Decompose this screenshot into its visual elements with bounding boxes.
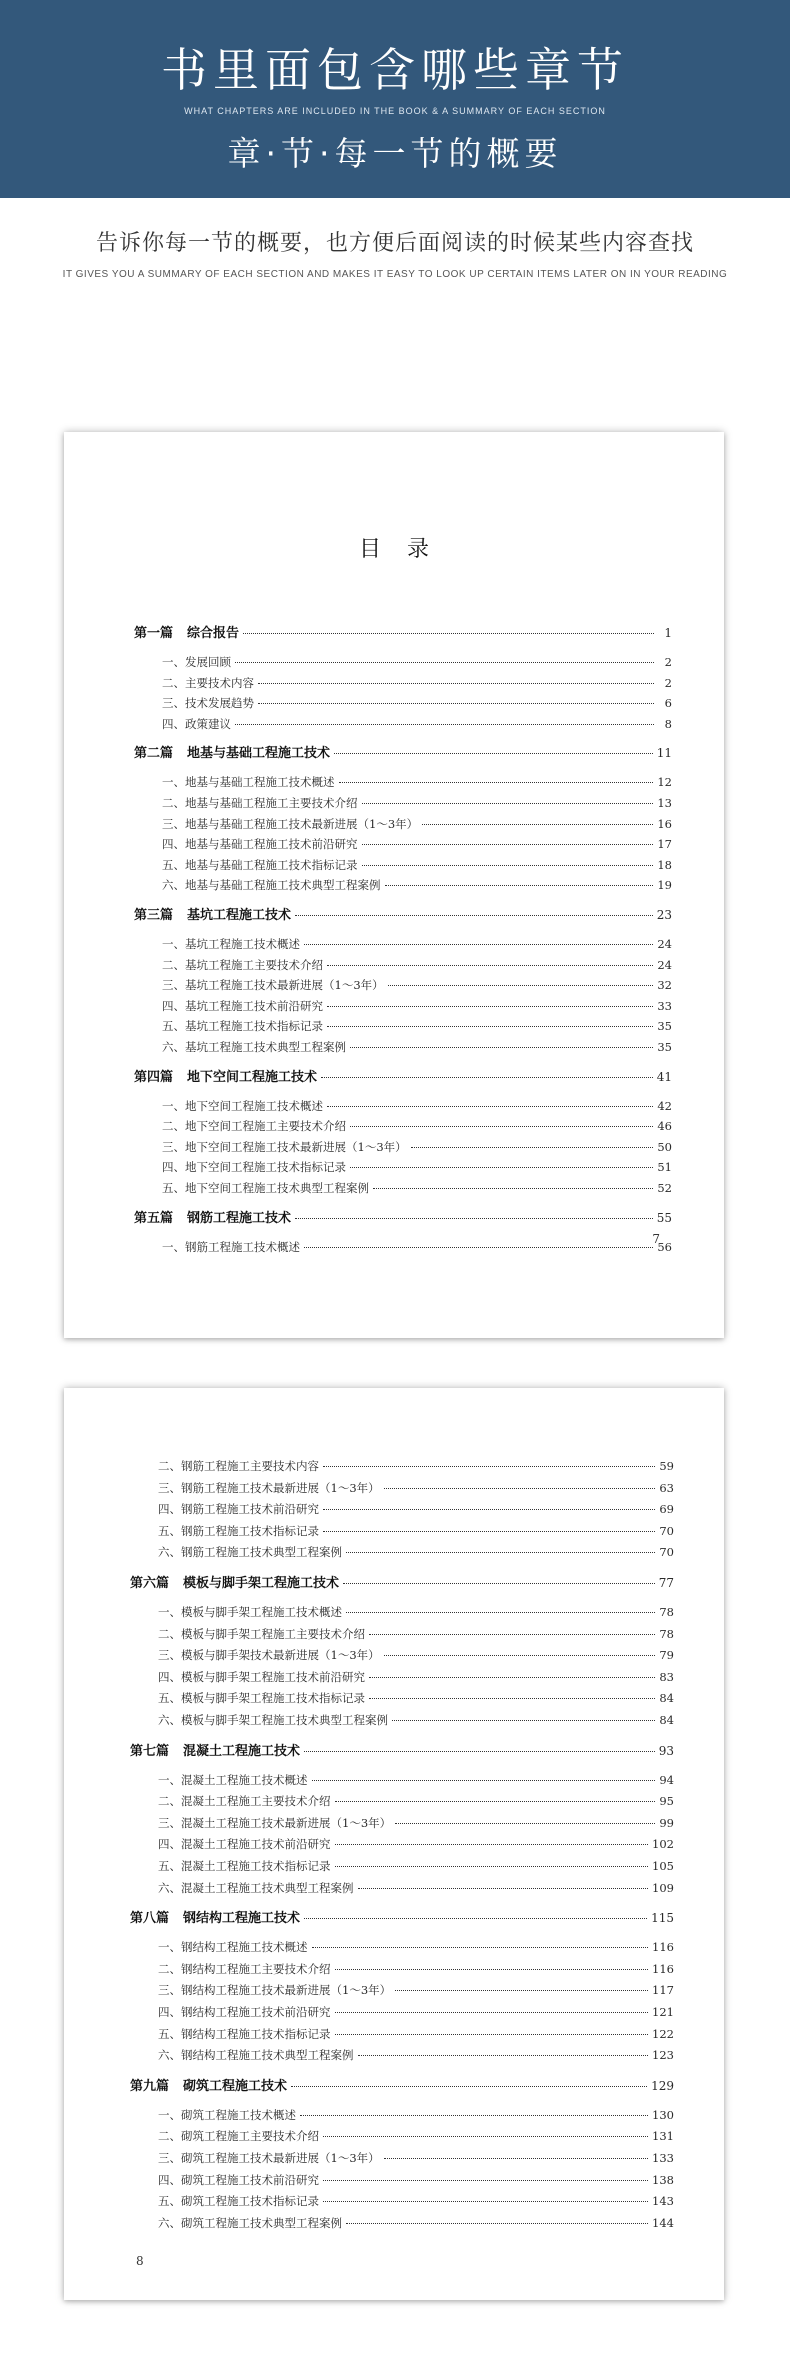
banner-subtitle-cn: 章·节·每一节的概要 bbox=[227, 134, 563, 173]
dot-leader bbox=[258, 703, 654, 704]
section-title: 五、混凝土工程施工技术指标记录 bbox=[158, 1859, 331, 1873]
page-ref: 130 bbox=[652, 2107, 674, 2122]
toc-section-entry bbox=[162, 857, 672, 873]
dot-leader bbox=[362, 844, 654, 845]
section-title: 四、砌筑工程施工技术前沿研究 bbox=[158, 2172, 319, 2187]
part-title bbox=[130, 1572, 339, 1591]
section-title: 三、技术发展趋势 bbox=[162, 696, 254, 711]
page-ref: 94 bbox=[659, 1772, 674, 1787]
dot-leader bbox=[295, 915, 653, 916]
dot-leader bbox=[339, 782, 654, 783]
dot-leader bbox=[327, 1106, 653, 1107]
dot-leader bbox=[411, 1147, 654, 1148]
page-ref: 51 bbox=[657, 1160, 672, 1175]
toc-section-entry bbox=[162, 1159, 672, 1175]
page-ref: 116 bbox=[652, 1961, 674, 1976]
page-ref: 84 bbox=[659, 1713, 674, 1727]
toc-section-entry bbox=[162, 795, 672, 811]
section-title: 二、模板与脚手架工程施工主要技术介绍 bbox=[158, 1626, 365, 1641]
page-ref: 46 bbox=[657, 1119, 672, 1134]
page-ref: 121 bbox=[652, 2005, 674, 2019]
page-ref: 8 bbox=[664, 716, 672, 731]
section-title: 五、砌筑工程施工技术指标记录 bbox=[158, 2194, 319, 2209]
dot-leader bbox=[388, 985, 654, 986]
toc-section-entry bbox=[162, 816, 672, 832]
section-title: 三、模板与脚手架技术最新进展（1～3年） bbox=[158, 1648, 380, 1663]
page-ref: 33 bbox=[657, 998, 672, 1013]
toc-section-entry bbox=[158, 1458, 674, 1474]
dot-leader bbox=[321, 1077, 653, 1078]
dot-leader bbox=[327, 965, 653, 966]
dot-leader bbox=[295, 1218, 653, 1219]
page-ref: 83 bbox=[659, 1669, 674, 1684]
dot-leader bbox=[369, 1634, 655, 1635]
page-ref: 32 bbox=[657, 978, 672, 993]
page-ref: 109 bbox=[652, 1880, 674, 1895]
dot-leader bbox=[312, 1947, 649, 1948]
toc-section-entry bbox=[158, 1880, 674, 1896]
dot-leader bbox=[350, 1126, 653, 1127]
toc-section-entry bbox=[158, 1501, 674, 1517]
part-number: 第九篇 bbox=[130, 2078, 170, 2094]
toc-section-entry bbox=[158, 1647, 674, 1663]
part-number: 第四篇 bbox=[134, 1069, 174, 1085]
dot-leader bbox=[369, 1698, 655, 1699]
toc-part-entry bbox=[130, 2075, 674, 2094]
page-ref: 84 bbox=[659, 1691, 674, 1706]
part-number: 第二篇 bbox=[134, 746, 174, 762]
toc-section-entry bbox=[158, 1815, 674, 1831]
toc-section-entry bbox=[162, 1039, 672, 1055]
page-ref: 56 bbox=[657, 1239, 672, 1254]
section-title: 六、钢结构工程施工技术典型工程案例 bbox=[158, 2048, 354, 2063]
page-ref: 70 bbox=[659, 1523, 674, 1538]
page-ref: 23 bbox=[656, 908, 672, 922]
toc-section-entry bbox=[162, 1239, 672, 1255]
toc-section-entry bbox=[158, 2026, 674, 2042]
dot-leader bbox=[373, 1188, 653, 1189]
toc-section-entry bbox=[162, 654, 672, 670]
banner-title: 书里面包含哪些章节 bbox=[161, 43, 629, 97]
part-name: 模板与脚手架工程施工技术 bbox=[183, 1576, 340, 1591]
toc-part-entry bbox=[130, 1907, 674, 1926]
page-ref: 133 bbox=[652, 2151, 674, 2165]
page-ref: 123 bbox=[652, 2048, 674, 2063]
section-title: 四、政策建议 bbox=[162, 716, 231, 731]
dot-leader bbox=[323, 1466, 655, 1467]
part-number: 第六篇 bbox=[130, 1576, 170, 1591]
banner-subtitle-en: WHAT CHAPTERS ARE INCLUDED IN THE BOOK & A SUMMARY OF EACH SECTION bbox=[184, 106, 606, 116]
toc-section-entry bbox=[158, 2215, 674, 2231]
section-title: 二、钢结构工程施工主要技术介绍 bbox=[158, 1961, 331, 1976]
dot-leader bbox=[358, 2055, 649, 2056]
part-title bbox=[130, 1740, 300, 1759]
dot-leader bbox=[346, 1612, 655, 1613]
dot-leader bbox=[350, 1047, 653, 1048]
dot-leader bbox=[362, 865, 654, 866]
section-title: 二、地下空间工程施工主要技术介绍 bbox=[162, 1119, 346, 1134]
toc-section-entry bbox=[158, 1480, 674, 1496]
toc-section-entry bbox=[162, 998, 672, 1014]
toc-part-entry bbox=[130, 1740, 674, 1759]
section-title: 五、钢筋工程施工技术指标记录 bbox=[158, 1523, 319, 1538]
part-title bbox=[134, 622, 239, 641]
section-title: 三、地基与基础工程施工技术最新进展（1～3年） bbox=[162, 816, 419, 831]
page-ref: 35 bbox=[657, 1019, 672, 1034]
toc-section-entry bbox=[158, 1669, 674, 1685]
page-ref: 115 bbox=[651, 1911, 674, 1926]
toc-section-entry bbox=[158, 1982, 674, 1998]
toc-section-entry bbox=[158, 1712, 674, 1728]
part-name: 砌筑工程施工技术 bbox=[183, 2078, 288, 2094]
dot-leader bbox=[300, 2115, 648, 2116]
page-ref: 116 bbox=[652, 1940, 674, 1955]
section-title: 六、砌筑工程施工技术典型工程案例 bbox=[158, 2215, 342, 2230]
page-ref: 17 bbox=[657, 837, 672, 852]
toc-section-entry bbox=[162, 1180, 672, 1196]
page-ref: 50 bbox=[657, 1139, 672, 1154]
toc-section-entry bbox=[158, 1772, 674, 1788]
toc-section-entry bbox=[158, 2128, 674, 2144]
toc-section-entry bbox=[162, 695, 672, 711]
section-title: 四、基坑工程施工技术前沿研究 bbox=[162, 998, 323, 1013]
dot-leader bbox=[346, 2223, 648, 2224]
toc-section-entry bbox=[162, 675, 672, 691]
section-title: 一、钢筋工程施工技术概述 bbox=[162, 1239, 300, 1254]
toc-section-entry bbox=[158, 2004, 674, 2020]
toc-section-entry bbox=[162, 1118, 672, 1134]
dot-leader bbox=[323, 2180, 648, 2181]
section-title: 五、基坑工程施工技术指标记录 bbox=[162, 1019, 323, 1034]
section-title: 五、地下空间工程施工技术典型工程案例 bbox=[162, 1181, 369, 1195]
page-ref: 138 bbox=[652, 2172, 674, 2187]
page-ref: 16 bbox=[657, 816, 672, 831]
section-title: 一、地基与基础工程施工技术概述 bbox=[162, 775, 335, 790]
section-title: 一、混凝土工程施工技术概述 bbox=[158, 1772, 308, 1787]
toc-part-entry bbox=[134, 622, 672, 641]
section-title: 四、混凝土工程施工技术前沿研究 bbox=[158, 1837, 331, 1852]
section-title: 三、钢筋工程施工技术最新进展（1～3年） bbox=[158, 1480, 380, 1495]
part-number: 第八篇 bbox=[130, 1911, 170, 1927]
part-name: 混凝土工程施工技术 bbox=[183, 1743, 301, 1759]
part-name: 综合报告 bbox=[187, 626, 240, 641]
page-ref: 52 bbox=[657, 1181, 672, 1195]
toc-section-entry bbox=[162, 1139, 672, 1155]
dot-leader bbox=[422, 824, 653, 825]
page-number: 7 bbox=[652, 1232, 660, 1246]
dot-leader bbox=[335, 2034, 649, 2035]
page-ref: 24 bbox=[657, 957, 672, 972]
page-ref: 11 bbox=[656, 746, 672, 761]
page-ref: 6 bbox=[664, 696, 672, 711]
page-ref: 93 bbox=[658, 1743, 674, 1758]
page-ref: 143 bbox=[652, 2194, 674, 2209]
toc-section-entry bbox=[162, 716, 672, 732]
dot-leader bbox=[312, 1780, 656, 1781]
toc-part-entry bbox=[134, 742, 672, 761]
section-title: 一、钢结构工程施工技术概述 bbox=[158, 1940, 308, 1955]
page-ref: 102 bbox=[652, 1837, 674, 1852]
dot-leader bbox=[304, 1247, 653, 1248]
dot-leader bbox=[235, 724, 654, 725]
section-title: 五、模板与脚手架工程施工技术指标记录 bbox=[158, 1691, 365, 1706]
section-title: 四、钢筋工程施工技术前沿研究 bbox=[158, 1502, 319, 1517]
page-ref: 69 bbox=[659, 1502, 674, 1517]
page-ref: 41 bbox=[656, 1069, 672, 1084]
part-title bbox=[134, 904, 291, 923]
section-title: 四、地下空间工程施工技术指标记录 bbox=[162, 1160, 346, 1175]
page-ref: 79 bbox=[659, 1648, 674, 1663]
toc-section-entry bbox=[162, 936, 672, 952]
toc-section-entry bbox=[158, 2172, 674, 2188]
page-ref: 78 bbox=[659, 1626, 674, 1641]
page-ref: 1 bbox=[664, 626, 672, 640]
toc-part-entry bbox=[134, 904, 672, 923]
dot-leader bbox=[343, 1583, 655, 1584]
dot-leader bbox=[358, 1888, 649, 1889]
section-title: 三、砌筑工程施工技术最新进展（1～3年） bbox=[158, 2151, 380, 2165]
toc-section-entry bbox=[158, 1939, 674, 1955]
toc-section-entry bbox=[158, 1604, 674, 1620]
page-ref: 18 bbox=[657, 857, 672, 872]
dot-leader bbox=[258, 683, 654, 684]
dot-leader bbox=[395, 1823, 655, 1824]
page-ref: 13 bbox=[657, 796, 672, 810]
part-name: 钢筋工程施工技术 bbox=[187, 1210, 292, 1226]
dot-leader bbox=[335, 2012, 649, 2013]
toc-section-entry bbox=[158, 2047, 674, 2063]
dot-leader bbox=[346, 1552, 655, 1553]
toc-section-entry bbox=[158, 1836, 674, 1852]
section-title: 二、地基与基础工程施工主要技术介绍 bbox=[162, 796, 358, 810]
toc-section-entry bbox=[158, 2107, 674, 2123]
dot-leader bbox=[304, 1918, 647, 1919]
section-title: 三、基坑工程施工技术最新进展（1～3年） bbox=[162, 978, 384, 993]
dot-leader bbox=[304, 1751, 655, 1752]
toc-page-8 bbox=[64, 1388, 724, 2300]
dot-leader bbox=[323, 2136, 648, 2137]
dot-leader bbox=[323, 1531, 655, 1532]
part-title bbox=[130, 2075, 287, 2094]
section-title: 四、地基与基础工程施工技术前沿研究 bbox=[162, 837, 358, 852]
dot-leader bbox=[323, 2201, 648, 2202]
section-title: 一、模板与脚手架工程施工技术概述 bbox=[158, 1605, 342, 1619]
part-number: 第一篇 bbox=[134, 626, 174, 641]
toc-section-entry bbox=[162, 877, 672, 893]
page-ref: 95 bbox=[659, 1794, 674, 1809]
toc-section-entry bbox=[158, 1961, 674, 1977]
page-number: 8 bbox=[136, 2254, 144, 2268]
section-title: 六、基坑工程施工技术典型工程案例 bbox=[162, 1040, 346, 1054]
part-name: 钢结构工程施工技术 bbox=[183, 1911, 301, 1927]
section-title: 六、地基与基础工程施工技术典型工程案例 bbox=[162, 878, 381, 893]
dot-leader bbox=[369, 1677, 655, 1678]
toc-section-entry bbox=[162, 1098, 672, 1114]
toc-section-entry bbox=[158, 1544, 674, 1560]
section-title: 二、砌筑工程施工主要技术介绍 bbox=[158, 2129, 319, 2144]
page-ref: 129 bbox=[651, 2078, 674, 2093]
dot-leader bbox=[384, 1655, 656, 1656]
dot-leader bbox=[335, 1969, 649, 1970]
toc-heading: 目录 bbox=[358, 537, 455, 562]
dot-leader bbox=[335, 1866, 649, 1867]
dot-leader bbox=[362, 803, 654, 804]
toc-section-entry bbox=[158, 1793, 674, 1809]
section-title: 三、混凝土工程施工技术最新进展（1～3年） bbox=[158, 1815, 392, 1830]
dot-leader bbox=[384, 1488, 656, 1489]
page-ref: 144 bbox=[652, 2215, 674, 2230]
dot-leader bbox=[395, 1990, 648, 1991]
dot-leader bbox=[335, 1801, 656, 1802]
page-ref: 63 bbox=[659, 1480, 674, 1495]
toc-section-entry bbox=[162, 774, 672, 790]
dot-leader bbox=[235, 662, 654, 663]
page-ref: 19 bbox=[657, 878, 672, 893]
toc-section-entry bbox=[158, 2193, 674, 2209]
section-title: 一、发展回顾 bbox=[162, 655, 231, 669]
page-ref: 24 bbox=[657, 937, 672, 951]
section-title: 四、模板与脚手架工程施工技术前沿研究 bbox=[158, 1669, 365, 1684]
section-title: 二、基坑工程施工主要技术介绍 bbox=[162, 957, 323, 972]
part-title bbox=[134, 742, 330, 761]
page-ref: 35 bbox=[657, 1040, 672, 1054]
section-title: 二、钢筋工程施工主要技术内容 bbox=[158, 1459, 319, 1473]
header-banner bbox=[0, 0, 790, 198]
section-title: 一、基坑工程施工技术概述 bbox=[162, 937, 300, 951]
toc-section-entry bbox=[162, 836, 672, 852]
page-ref: 2 bbox=[664, 675, 672, 690]
toc-part-entry bbox=[130, 1572, 674, 1591]
page-ref: 105 bbox=[652, 1859, 674, 1873]
page-ref: 70 bbox=[659, 1545, 674, 1560]
toc-section-entry bbox=[158, 1523, 674, 1539]
toc-section-entry bbox=[158, 1626, 674, 1642]
part-title bbox=[134, 1066, 317, 1085]
section-title: 六、混凝土工程施工技术典型工程案例 bbox=[158, 1880, 354, 1895]
page-ref: 55 bbox=[656, 1210, 672, 1225]
toc-part-entry bbox=[134, 1207, 672, 1226]
dot-leader bbox=[335, 1844, 649, 1845]
intro-text-cn: 告诉你每一节的概要，也方便后面阅读的时候某些内容查找 bbox=[95, 231, 694, 256]
part-name: 地基与基础工程施工技术 bbox=[187, 746, 331, 762]
toc-page-7 bbox=[64, 432, 724, 1338]
part-name: 地下空间工程施工技术 bbox=[187, 1069, 318, 1085]
dot-leader bbox=[327, 1006, 653, 1007]
part-title bbox=[130, 1907, 300, 1926]
toc-section-entry bbox=[162, 977, 672, 993]
section-title: 五、地基与基础工程施工技术指标记录 bbox=[162, 857, 358, 872]
toc-section-entry bbox=[158, 2150, 674, 2166]
page-ref: 12 bbox=[657, 775, 672, 790]
page-ref: 78 bbox=[659, 1605, 674, 1619]
page-ref: 131 bbox=[652, 2129, 674, 2144]
toc-section-entry bbox=[162, 1018, 672, 1034]
dot-leader bbox=[384, 2158, 648, 2159]
section-title: 一、地下空间工程施工技术概述 bbox=[162, 1098, 323, 1113]
toc-part-entry bbox=[134, 1066, 672, 1085]
dot-leader bbox=[304, 944, 653, 945]
toc-section-entry bbox=[158, 1690, 674, 1706]
section-title: 三、地下空间工程施工技术最新进展（1～3年） bbox=[162, 1139, 407, 1154]
section-title: 六、钢筋工程施工技术典型工程案例 bbox=[158, 1545, 342, 1560]
part-number: 第三篇 bbox=[134, 908, 174, 923]
section-title: 四、钢结构工程施工技术前沿研究 bbox=[158, 2005, 331, 2019]
section-title: 二、混凝土工程施工主要技术介绍 bbox=[158, 1794, 331, 1809]
dot-leader bbox=[334, 753, 653, 754]
part-number: 第七篇 bbox=[130, 1743, 170, 1759]
part-name: 基坑工程施工技术 bbox=[187, 908, 292, 923]
dot-leader bbox=[385, 885, 654, 886]
page-ref: 117 bbox=[652, 1983, 674, 1998]
dot-leader bbox=[291, 2086, 647, 2087]
toc-section-entry bbox=[162, 957, 672, 973]
section-title: 二、主要技术内容 bbox=[162, 675, 254, 690]
section-title: 三、钢结构工程施工技术最新进展（1～3年） bbox=[158, 1983, 392, 1998]
part-number: 第五篇 bbox=[134, 1210, 174, 1226]
dot-leader bbox=[327, 1026, 653, 1027]
section-title: 一、砌筑工程施工技术概述 bbox=[158, 2107, 296, 2122]
page-ref: 77 bbox=[658, 1576, 674, 1590]
page-ref: 42 bbox=[657, 1098, 672, 1113]
page-ref: 122 bbox=[652, 2026, 674, 2041]
dot-leader bbox=[350, 1167, 653, 1168]
section-title: 五、钢结构工程施工技术指标记录 bbox=[158, 2026, 331, 2041]
dot-leader bbox=[323, 1509, 655, 1510]
section-title: 六、模板与脚手架工程施工技术典型工程案例 bbox=[158, 1713, 388, 1727]
part-title bbox=[134, 1207, 291, 1226]
intro-text-en: IT GIVES YOU A SUMMARY OF EACH SECTION AND MAKES IT EASY TO LOOK UP CERTAIN ITEMS LATER ON IN YOUR READING bbox=[62, 269, 728, 280]
page-ref: 99 bbox=[659, 1815, 674, 1830]
page-ref: 59 bbox=[659, 1459, 674, 1473]
page-ref: 2 bbox=[664, 655, 672, 669]
toc-section-entry bbox=[158, 1858, 674, 1874]
dot-leader bbox=[392, 1720, 655, 1721]
dot-leader bbox=[243, 633, 654, 634]
